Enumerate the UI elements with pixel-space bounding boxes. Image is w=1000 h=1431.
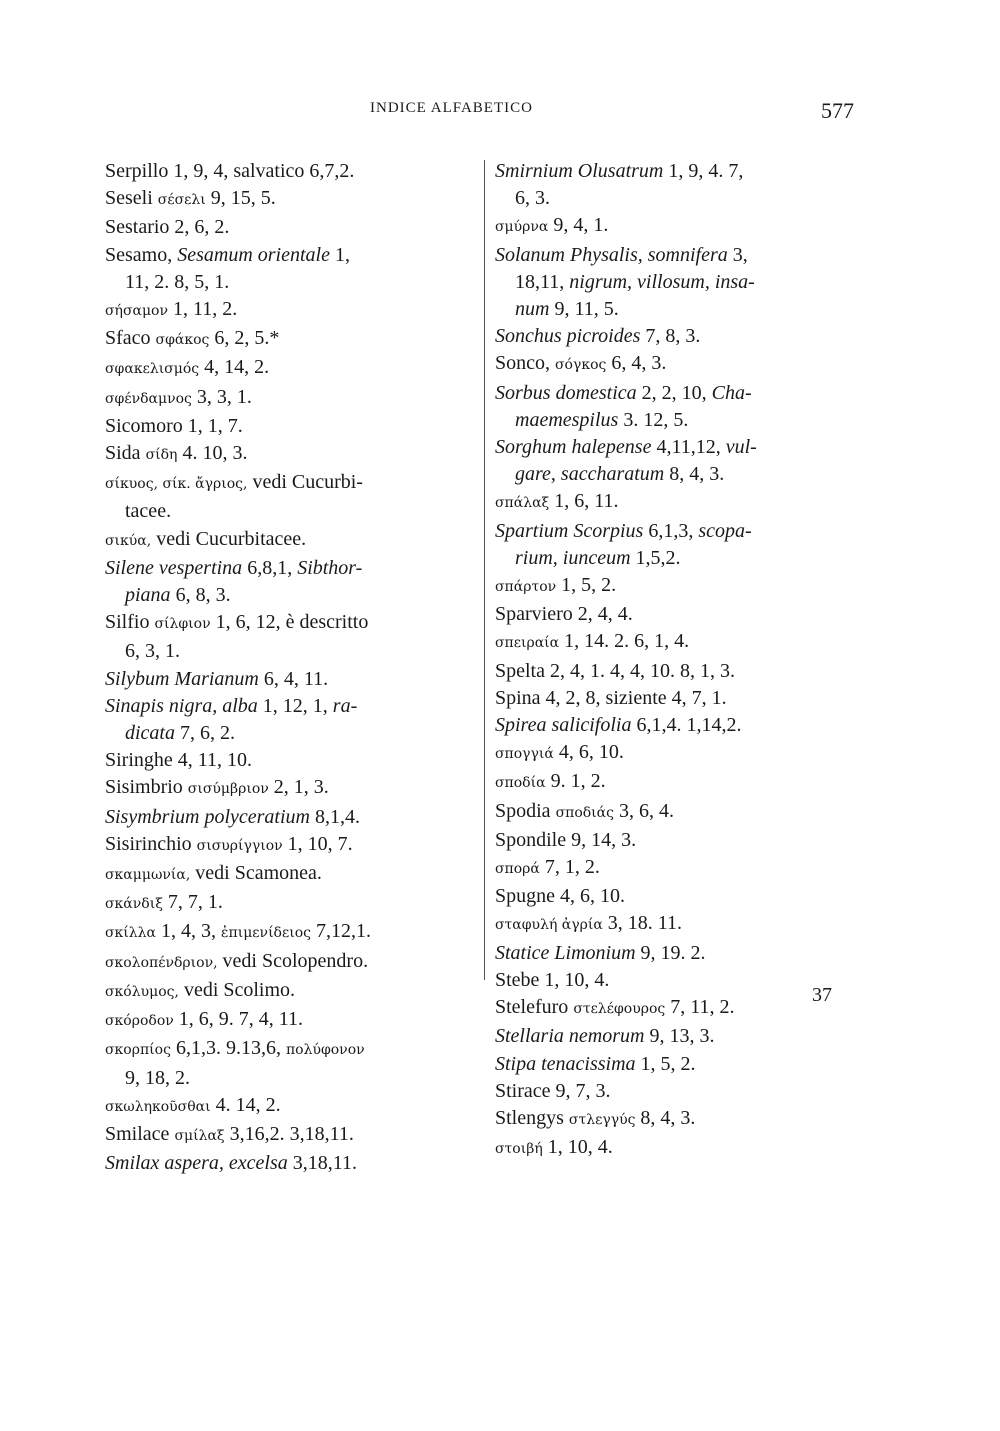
index-entry: [105, 185, 480, 214]
index-entry: [105, 384, 480, 413]
index-entry: [105, 354, 480, 383]
entry-line: [495, 940, 875, 967]
index-entry: [495, 488, 875, 517]
index-entry: [495, 212, 875, 241]
entry-line: [495, 910, 875, 939]
entry-text: Spodia: [495, 799, 556, 822]
entry-text: vedi Scamonea.: [190, 862, 322, 885]
greek-term: στελέφουρος: [573, 1001, 666, 1018]
latin-name: Cha-: [711, 381, 752, 404]
entry-line: [495, 739, 875, 768]
greek-term: σπάρτον: [495, 579, 557, 596]
entry-line: [495, 712, 875, 739]
entry-text: 6,1,4. 1,14,2.: [631, 714, 742, 737]
entry-continuation-line: [495, 407, 875, 434]
entry-line: [105, 296, 480, 325]
index-entry: [105, 804, 480, 831]
index-entry: [105, 296, 480, 325]
greek-term: σικύα,: [105, 532, 152, 549]
greek-term: σφάκος: [155, 332, 210, 349]
entry-text: vedi Cucurbi-: [247, 471, 363, 494]
index-entry: [495, 827, 875, 854]
entry-line: [495, 572, 875, 601]
entry-line: [495, 350, 875, 379]
index-entry: [105, 860, 480, 889]
entry-continuation-line: [495, 296, 875, 323]
latin-name: Smirnium Olusatrum: [495, 160, 664, 182]
entry-text: Sicomoro 1, 1, 7.: [105, 414, 243, 437]
entry-text: 1, 9, 4. 7,: [663, 160, 744, 182]
latin-name: rium, iunceum: [515, 546, 631, 569]
entry-line: [105, 354, 480, 383]
index-entry: [105, 555, 480, 609]
entry-text: 3,16,2. 3,18,11.: [224, 1122, 354, 1145]
index-entry: [495, 910, 875, 939]
index-entry: [495, 1134, 875, 1163]
entry-line: [105, 918, 480, 947]
entry-line: [105, 158, 480, 185]
entry-text: 8, 4, 3.: [635, 1106, 696, 1129]
latin-name: Sorbus domestica: [495, 381, 637, 404]
entry-text: 9, 15, 5.: [205, 187, 276, 210]
index-entry: [105, 918, 480, 947]
entry-text: 1, 6, 12, è descritto: [210, 611, 369, 634]
latin-name: scopa-: [698, 519, 752, 542]
greek-term: σφένδαμνος: [105, 390, 192, 407]
entry-text: Siringhe 4, 11, 10.: [105, 749, 253, 772]
entry-line: [105, 526, 480, 555]
index-entry: [105, 774, 480, 803]
entry-text: 8,1,4.: [309, 805, 360, 828]
column-divider: [484, 160, 485, 980]
entry-text: 11, 2. 8, 5, 1.: [125, 270, 230, 293]
entry-line: [105, 242, 480, 269]
entry-continuation-line: [105, 638, 480, 665]
entry-line: [495, 798, 875, 827]
entry-text: 8, 4, 3.: [664, 463, 725, 486]
entry-text: 3. 12, 5.: [618, 408, 689, 431]
entry-text: Sisimbrio: [105, 776, 188, 799]
latin-name: Smilax aspera, excelsa: [105, 1152, 288, 1175]
entry-continuation-line: [495, 269, 875, 296]
greek-term: σισυρίγγιον: [196, 837, 283, 854]
entry-text: 1, 11, 2.: [168, 298, 238, 321]
index-entry: [105, 977, 480, 1006]
greek-term: σισύμβριον: [187, 781, 269, 798]
index-entry: [495, 739, 875, 768]
index-entry: [495, 601, 875, 628]
entry-text: Sesamo,: [105, 243, 178, 266]
entry-line: [105, 1006, 480, 1035]
entry-text: 3,18,11.: [287, 1152, 357, 1175]
latin-name: vul-: [725, 436, 757, 459]
greek-term: σπειραία: [495, 635, 560, 652]
entry-text: 6, 2, 5.*: [209, 327, 280, 350]
entry-line: [105, 325, 480, 354]
entry-line: [105, 1092, 480, 1121]
greek-term: σήσαμον: [105, 303, 168, 320]
entry-continuation-line: [105, 498, 480, 525]
entry-continuation-line: [105, 582, 480, 609]
index-entry: [495, 158, 875, 212]
index-column-left: [105, 158, 480, 1177]
greek-term: σποδιάς: [555, 804, 614, 821]
latin-name: Silybum Marianum: [105, 667, 259, 690]
latin-name: dicata: [125, 722, 175, 745]
entry-text: 2, 1, 3.: [268, 776, 329, 799]
index-entry: [495, 1078, 875, 1105]
latin-name: Sorghum halepense: [495, 436, 652, 459]
entry-text: 2, 2, 10,: [636, 381, 712, 404]
entry-text: 7,12,1.: [311, 920, 371, 943]
greek-term: σόγκος: [555, 357, 607, 374]
entry-text: 7, 11, 2.: [665, 996, 735, 1019]
index-entry: [105, 1150, 480, 1177]
entry-text: 1, 6, 9. 7, 4, 11.: [173, 1008, 304, 1031]
latin-name: ra-: [332, 694, 358, 717]
index-entry: [495, 712, 875, 739]
entry-text: 18,11,: [515, 270, 570, 293]
greek-term: ἐπιμενίδειος: [221, 925, 311, 942]
index-entry: [495, 572, 875, 601]
greek-term: σμύρνα: [495, 219, 549, 236]
entry-text: Stebe 1, 10, 4.: [495, 968, 610, 991]
entry-line: [105, 774, 480, 803]
page-number: 577: [821, 98, 854, 123]
index-entry: [495, 685, 875, 712]
entry-text: 7, 7, 1.: [162, 891, 223, 914]
entry-text: 6, 4, 3.: [606, 352, 667, 375]
entry-line: [495, 158, 875, 185]
latin-name: Stellaria nemorum: [495, 1025, 645, 1048]
entry-text: 6, 8, 3.: [170, 584, 231, 607]
index-entry: [495, 1105, 875, 1134]
entry-line: [105, 693, 480, 720]
entry-text: Spina 4, 2, 8, siziente 4, 7, 1.: [495, 686, 727, 709]
entry-line: [495, 380, 875, 407]
entry-line: [495, 1023, 875, 1050]
latin-name: Stipa tenacissima: [495, 1052, 636, 1075]
latin-name: nigrum, villosum, insa-: [569, 270, 755, 293]
entry-text: 4,11,12,: [651, 436, 726, 459]
entry-text: Spondile 9, 14, 3.: [495, 828, 637, 851]
index-entry: [495, 350, 875, 379]
entry-text: 1,: [329, 243, 350, 266]
entry-text: vedi Scolopendro.: [217, 949, 369, 972]
entry-text: Silfio: [105, 611, 155, 634]
index-entry: [495, 380, 875, 434]
entry-line: [495, 323, 875, 350]
index-entry: [105, 325, 480, 354]
entry-text: 3, 18. 11.: [602, 912, 683, 935]
index-entry: [105, 1092, 480, 1121]
index-entry: [105, 440, 480, 469]
greek-term: σπορά: [495, 861, 540, 878]
entry-text: 6,1,3,: [643, 519, 699, 542]
entry-text: 1, 4, 3,: [156, 920, 221, 943]
greek-term: σφακελισμός: [105, 361, 200, 378]
index-entry: [495, 1023, 875, 1050]
greek-term: σίκυος, σίκ. ἄγριος,: [105, 476, 248, 493]
entry-continuation-line: [105, 269, 480, 296]
latin-name: Sibthor-: [297, 556, 363, 579]
entry-line: [495, 883, 875, 910]
entry-text: Serpillo 1, 9, 4, salvatico 6,7,2.: [105, 160, 355, 182]
entry-text: tacee.: [125, 500, 172, 523]
greek-term: σκίλλα: [105, 925, 156, 942]
index-entry: [495, 1051, 875, 1078]
entry-text: 1, 12, 1,: [257, 694, 333, 717]
entry-text: 9, 13, 3.: [644, 1025, 715, 1048]
entry-text: 4, 14, 2.: [199, 356, 270, 379]
entry-line: [495, 242, 875, 269]
entry-text: 9, 11, 5.: [549, 298, 619, 321]
entry-text: Sida: [105, 442, 146, 465]
entry-line: [495, 1078, 875, 1105]
entry-line: [495, 601, 875, 628]
index-entry: [495, 940, 875, 967]
latin-name: Sinapis nigra, alba: [105, 694, 258, 717]
entry-line: [105, 1121, 480, 1150]
greek-term: σέσελι: [157, 192, 206, 209]
latin-name: Spirea salicifolia: [495, 714, 632, 737]
latin-name: Spartium Scorpius: [495, 519, 644, 542]
entry-text: 6,1,3. 9.13,6,: [170, 1037, 286, 1060]
index-entry: [105, 242, 480, 296]
greek-term: σταφυλή ἀγρία: [495, 917, 603, 934]
entry-text: 1, 5, 2.: [556, 574, 617, 597]
entry-line: [105, 440, 480, 469]
entry-line: [105, 214, 480, 241]
entry-continuation-line: [495, 185, 875, 212]
entry-line: [105, 804, 480, 831]
entry-line: [105, 469, 480, 498]
index-entry: [105, 666, 480, 693]
greek-term: σκολοπένδριον,: [105, 954, 218, 971]
greek-term: πολύφονον: [285, 1042, 365, 1059]
entry-line: [495, 434, 875, 461]
entry-text: 9, 19. 2.: [635, 941, 706, 964]
entry-text: Stlengys: [495, 1106, 569, 1129]
entry-line: [105, 413, 480, 440]
entry-line: [105, 185, 480, 214]
entry-text: 6, 3.: [515, 187, 550, 210]
greek-term: σμίλαξ: [174, 1127, 225, 1144]
index-column-right: [495, 158, 875, 1163]
entry-continuation-line: [495, 545, 875, 572]
entry-line: [105, 384, 480, 413]
index-entry: [105, 609, 480, 665]
entry-text: 4. 14, 2.: [210, 1093, 281, 1116]
entry-text: Sparviero 2, 4, 4.: [495, 603, 633, 626]
entry-text: 3,: [727, 243, 748, 266]
latin-name: Silene vespertina: [105, 556, 243, 579]
entry-line: [105, 747, 480, 774]
entry-text: Stirace 9, 7, 3.: [495, 1079, 611, 1102]
entry-line: [105, 666, 480, 693]
entry-text: 7, 8, 3.: [640, 325, 701, 348]
index-entry: [495, 854, 875, 883]
entry-line: [495, 827, 875, 854]
index-entry: [495, 658, 875, 685]
entry-continuation-line: [105, 1065, 480, 1092]
greek-term: στλεγγύς: [568, 1111, 636, 1128]
latin-name: Sonchus picroides: [495, 325, 641, 348]
greek-term: σπογγιά: [495, 746, 554, 763]
index-entry: [105, 1035, 480, 1091]
entry-text: 9. 1, 2.: [545, 770, 606, 793]
entry-line: [105, 1035, 480, 1064]
index-entry: [495, 518, 875, 572]
index-entry: [495, 798, 875, 827]
index-entry: [105, 158, 480, 185]
entry-text: 7, 6, 2.: [175, 722, 235, 745]
entry-text: 3, 3, 1.: [191, 385, 252, 408]
entry-line: [495, 768, 875, 797]
latin-name: maemespilus: [515, 408, 619, 431]
index-entry: [105, 889, 480, 918]
entry-line: [495, 1105, 875, 1134]
latin-name: Solanum Physalis, somnifera: [495, 243, 728, 266]
latin-name: Sisymbrium polyceratium: [105, 805, 310, 828]
greek-term: στοιβή: [495, 1141, 543, 1158]
index-entry: [495, 883, 875, 910]
index-entry: [495, 628, 875, 657]
greek-term: σκόλυμος,: [105, 983, 179, 1000]
index-entry: [495, 242, 875, 324]
page-header: [100, 100, 860, 130]
entry-line: [495, 518, 875, 545]
greek-term: σίλφιον: [154, 616, 211, 633]
entry-text: 1, 6, 11.: [549, 490, 619, 513]
entry-line: [105, 860, 480, 889]
entry-line: [105, 977, 480, 1006]
entry-continuation-line: [105, 720, 480, 747]
latin-name: num: [515, 298, 550, 321]
index-entry: [105, 1006, 480, 1035]
running-head: INDICE ALFABETICO: [370, 100, 533, 116]
latin-name: gare, saccharatum: [515, 463, 665, 486]
entry-text: 9, 4, 1.: [548, 214, 609, 237]
entry-text: Sisirinchio: [105, 832, 197, 855]
entry-text: Spugne 4, 6, 10.: [495, 885, 625, 908]
greek-term: σκαμμωνία,: [105, 867, 191, 884]
entry-text: 1, 10, 4.: [542, 1136, 613, 1159]
entry-text: Sfaco: [105, 327, 156, 350]
greek-term: σκόροδον: [105, 1013, 174, 1030]
entry-text: 3, 6, 4.: [613, 799, 674, 822]
index-entry: [105, 413, 480, 440]
entry-line: [495, 658, 875, 685]
greek-term: σίδη: [145, 447, 178, 464]
entry-text: 9, 18, 2.: [125, 1066, 190, 1089]
entry-text: 1, 14. 2. 6, 1, 4.: [559, 630, 690, 653]
index-entry: [105, 693, 480, 747]
entry-line: [495, 854, 875, 883]
entry-text: 6,8,1,: [242, 556, 298, 579]
index-entry: [495, 323, 875, 350]
entry-text: vedi Scolimo.: [178, 978, 296, 1001]
entry-line: [495, 488, 875, 517]
latin-name: piana: [125, 584, 171, 607]
index-entry: [105, 831, 480, 860]
entry-text: 4, 6, 10.: [553, 741, 624, 764]
greek-term: σπάλαξ: [495, 495, 550, 512]
entry-line: [495, 212, 875, 241]
index-entry: [495, 434, 875, 488]
entry-line: [105, 555, 480, 582]
entry-line: [495, 685, 875, 712]
greek-term: σκάνδιξ: [105, 896, 163, 913]
entry-text: 7, 1, 2.: [539, 856, 600, 879]
entry-text: 6, 4, 11.: [258, 667, 329, 690]
entry-line: [105, 609, 480, 638]
latin-name: Sesamum orientale: [177, 243, 330, 266]
entry-text: 1, 10, 7.: [282, 832, 353, 855]
entry-text: Sonco,: [495, 352, 555, 375]
index-entry: [105, 526, 480, 555]
entry-text: Smilace: [105, 1122, 175, 1145]
entry-line: [495, 1134, 875, 1163]
greek-term: σκορπίος: [105, 1042, 171, 1059]
greek-term: σποδία: [495, 775, 546, 792]
entry-text: Sestario 2, 6, 2.: [105, 216, 230, 239]
entry-line: [105, 889, 480, 918]
entry-line: [105, 1150, 480, 1177]
entry-text: Spelta 2, 4, 1. 4, 4, 10. 8, 1, 3.: [495, 659, 735, 682]
entry-text: Seseli: [105, 187, 158, 210]
entry-text: 1, 5, 2.: [635, 1052, 696, 1075]
greek-term: σκωληκοῦσθαι: [105, 1098, 211, 1115]
entry-text: Stelefuro: [495, 996, 574, 1019]
index-entry: [495, 768, 875, 797]
index-entry: [105, 469, 480, 525]
index-entry: [105, 948, 480, 977]
index-entry: [105, 747, 480, 774]
signature-mark: 37: [812, 984, 832, 1006]
entry-line: [105, 831, 480, 860]
entry-text: 6, 3, 1.: [125, 640, 180, 663]
entry-line: [495, 1051, 875, 1078]
entry-continuation-line: [495, 461, 875, 488]
entry-line: [105, 948, 480, 977]
entry-text: 4. 10, 3.: [177, 442, 248, 465]
entry-text: 1,5,2.: [630, 546, 681, 569]
index-entry: [105, 214, 480, 241]
entry-line: [495, 628, 875, 657]
index-entry: [105, 1121, 480, 1150]
latin-name: Statice Limonium: [495, 941, 636, 964]
entry-text: vedi Cucurbitacee.: [151, 527, 307, 550]
